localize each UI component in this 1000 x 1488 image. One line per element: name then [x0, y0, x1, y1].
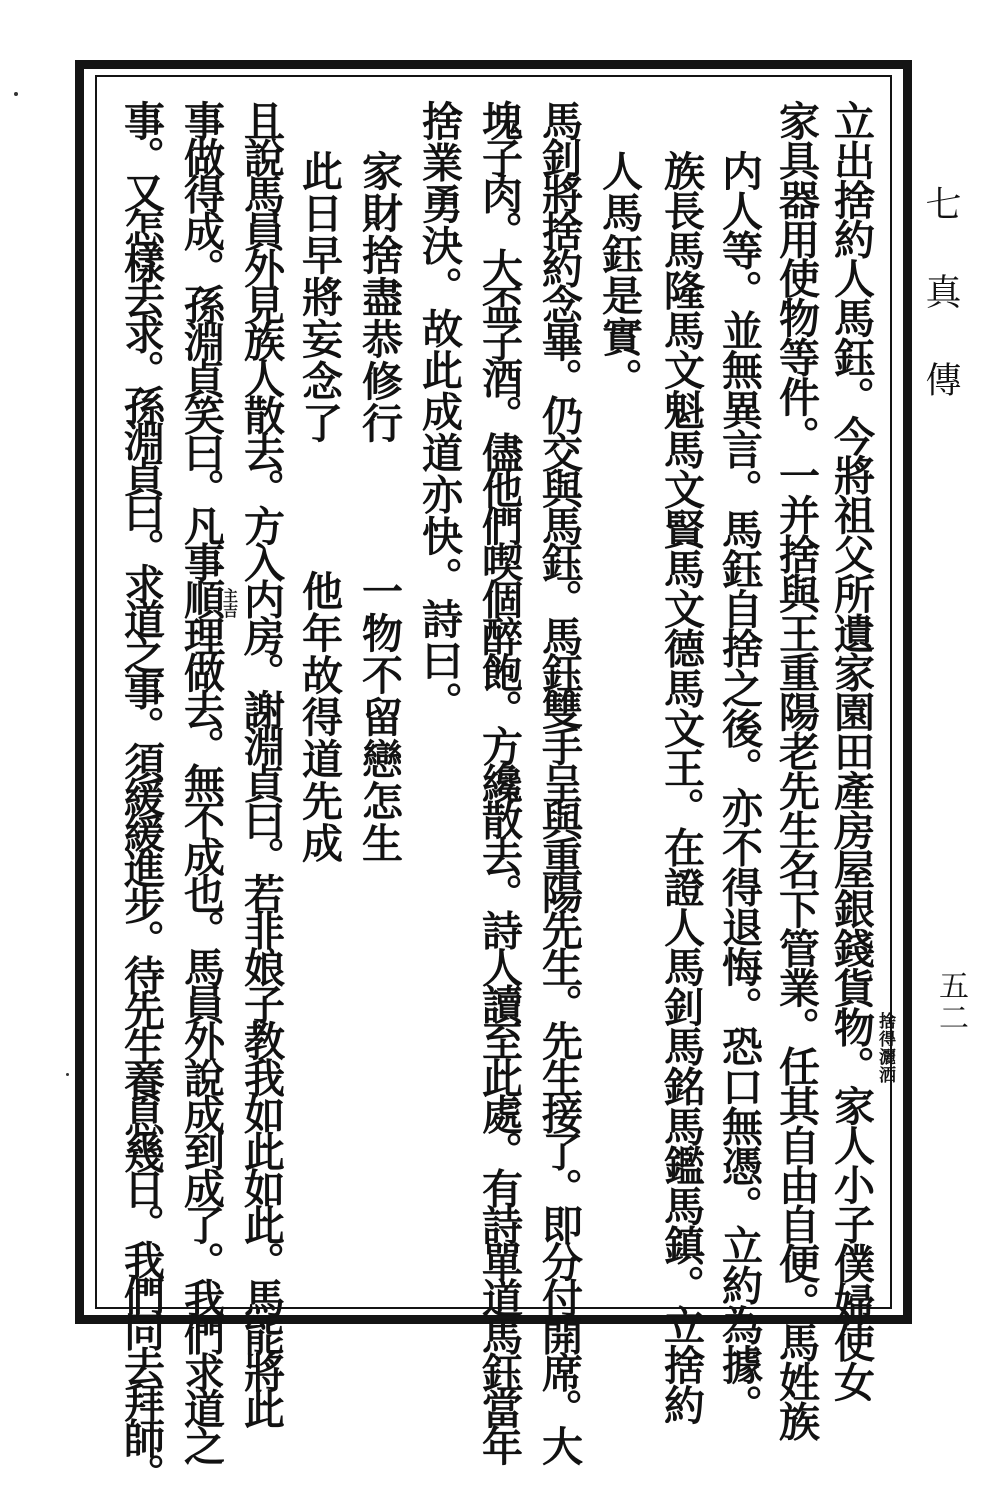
- ink-speck: [66, 1073, 69, 1076]
- text-column-12: 事做得成。孫淵貞笑曰。凡事順理做去。無不成也。馬員外說成到成了。我們求道之: [177, 100, 225, 1462]
- ink-speck: [14, 92, 18, 96]
- text-column-9: 家財捨盡恭修行 一物不留戀怎生: [355, 150, 403, 864]
- text-column-8: 捨業勇決。故此成道亦快。詩曰。: [415, 100, 463, 723]
- text-column-13: 事。又怎樣去求。孫淵貞曰。求道之事。須緩緩進步。待先生養息幾日。我們同去拜師。: [117, 100, 165, 1488]
- text-column-7: 塊子肉。大盃子酒。儘他們喫個醉飽。方纔散去。詩人讀至此處。有詩單道馬鈺當年: [475, 100, 523, 1462]
- text-column-5: 人馬鈺是實。: [595, 150, 643, 399]
- text-column-10: 此日早將妄念了 他年故得道先成: [295, 150, 343, 864]
- text-column-1: 立出捨約人馬鈺。今將祖父所遺家園田產房屋銀錢貨物。家人小子僕婦使女: [827, 100, 875, 1401]
- page-number: 五二: [933, 970, 968, 1034]
- text-column-4: 族長馬隆馬文魁馬文賢馬文德馬文王。在證人馬釗馬銘馬鑑馬鎮。立捨約: [657, 150, 705, 1424]
- text-column-11: 且說馬員外見族人散去。方入内房。謝淵貞曰。若非娘子教我如此如此。馬能將此: [237, 100, 285, 1425]
- interlinear-note: 捨得灑洒: [875, 1012, 895, 1084]
- text-column-6: 馬釗將捨約念畢。仍交與馬鈺。馬鈺雙手呈與重陽先生。先生接了。即分付開席。大: [535, 100, 583, 1462]
- book-title: 七真傳: [920, 185, 961, 449]
- text-column-3: 内人等。並無異言。馬鈺自捨之後。亦不得退悔。恐口無憑。立約為據。: [715, 150, 763, 1424]
- text-column-2: 家具器用使物等件。一并捨與王重陽老先生名下管業。任其自由自便。馬姓族: [772, 100, 820, 1440]
- interlinear-note-small: 主吉: [221, 588, 239, 618]
